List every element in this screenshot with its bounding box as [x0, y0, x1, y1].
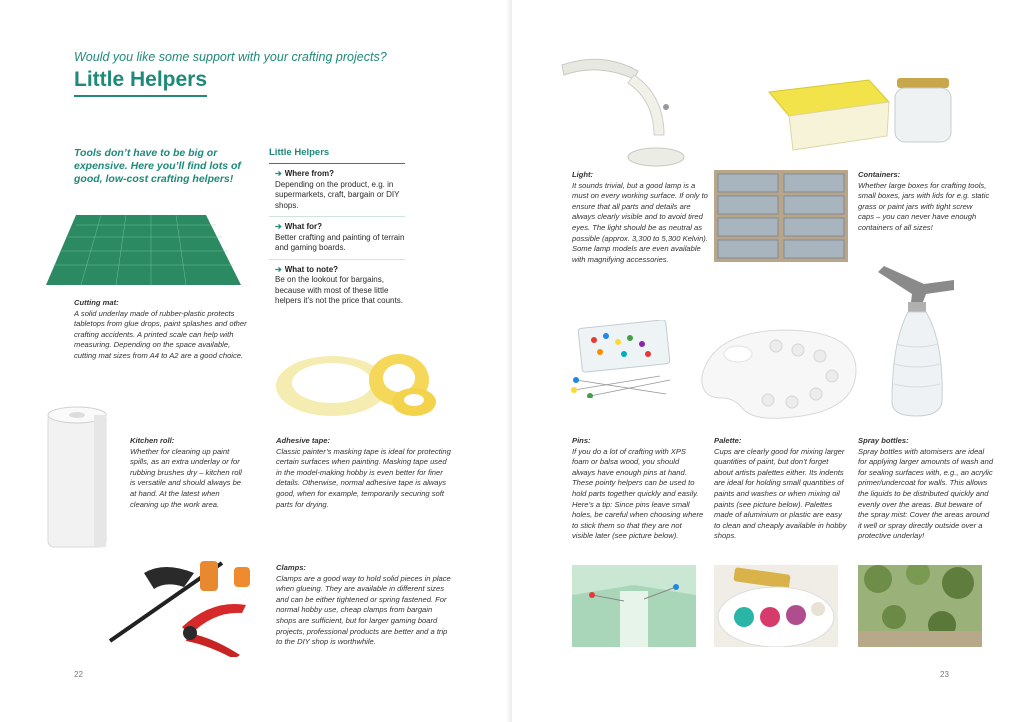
pins-caption: [572, 436, 704, 542]
lamp-image: [558, 55, 688, 170]
caption-text: Whether for cleaning up paint spills, as an extra underlay or for rubbing brushes dry – kitchen roll is versatile and should always be at hand. At the latest when cleaning up the work area.: [130, 446, 242, 509]
arrow-right-icon: ➔: [275, 222, 282, 231]
palette-caption: [714, 436, 848, 542]
caption-heading: Pins:: [572, 436, 591, 445]
info-question: What for?: [284, 222, 323, 231]
palette-image: [692, 326, 860, 420]
caption-heading: Spray bottles:: [858, 436, 909, 445]
caption-text: If you do a lot of crafting with XPS foam or balsa wood, you should always have enough pins at hand. These pointy helpers can be used to hold parts together quickly and easily. Here’s a tip: Since pins leave small holes, be careful when choosing where to stick them so that they are not visible later (see picture below).: [572, 446, 704, 541]
palette-example-photo: [714, 565, 838, 647]
page-subtitle: Would you like some support with your crafting projects?: [74, 50, 387, 64]
info-box-item: [269, 164, 405, 217]
spray-example-photo: [858, 565, 982, 647]
pins-image: [570, 320, 676, 398]
caption-heading: Palette:: [714, 436, 742, 445]
clamps-caption: [276, 563, 452, 648]
caption-text: Spray bottles with atomisers are ideal for applying larger amounts of wash and for sealing surfaces with, e.g., an acrylic primer/undercoat for walls. This allows the liquids to be distributed quickly and evenly over the areas. But beware of the spray mist: Cover the areas around it well or spray directly outside over a protective underlay!: [858, 446, 994, 541]
containers-caption: [858, 170, 990, 234]
info-answer: Better crafting and painting of terrain and gaming boards.: [275, 232, 405, 252]
pins-example-photo: [572, 565, 696, 647]
caption-heading: Containers:: [858, 170, 901, 179]
adhesive-tape-caption: [276, 436, 452, 510]
spray-bottles-caption: [858, 436, 994, 542]
info-answer: Be on the lookout for bargains, because with most of these little helpers it’s not the price that counts.: [275, 275, 403, 305]
caption-heading: Light:: [572, 170, 594, 179]
kitchen-roll-image: [44, 405, 110, 553]
info-answer: Depending on the product, e.g. in supermarkets, craft, bargain or DIY shops.: [275, 179, 400, 210]
adhesive-tape-image: [274, 350, 440, 422]
cutting-mat-image: [46, 215, 241, 285]
clamps-image: [104, 553, 260, 657]
cutting-mat-caption: [74, 298, 252, 362]
info-box-item: [269, 260, 405, 312]
info-question: Where from?: [284, 169, 335, 178]
kitchen-roll-caption: [130, 436, 245, 510]
arrow-right-icon: ➔: [275, 264, 282, 274]
intro-text: Tools don’t have to be big or expensive. Here you’ll find lots of good, low-cost crafting helpers!: [74, 147, 241, 185]
page-number: 23: [940, 670, 949, 679]
page-title: Little Helpers: [74, 68, 207, 97]
light-caption: [572, 170, 708, 265]
caption-text: A solid underlay made of rubber-plastic protects tabletops from glue drops, paint splashes and other crafting accidents. A printed scale can help with measuring. Depending on the space available, cutting mat sizes from A4 to A2 are a good choice.: [74, 308, 247, 360]
caption-text: Clamps are a good way to hold solid pieces in place when glueing. They are available in different sizes and can be either tightened or spring fastened. For normal hobby use, cheap clamps from bargain shops are sufficient, but for larger gaming board projects, professional products are better and a trip to the DIY shop is worthwhile.: [276, 573, 451, 647]
caption-heading: Adhesive tape:: [276, 436, 331, 445]
caption-text: Classic painter’s masking tape is ideal for protecting certain surfaces when painting. Masking tape used in the model-making hobby is even better for finer details. Otherwise, normal adhesive tape is always good, when for example, temporarily securing soft parts for drying.: [276, 446, 451, 509]
caption-heading: Kitchen roll:: [130, 436, 175, 445]
caption-text: It sounds trivial, but a good lamp is a must on every working surface. If only to ensure that all parts and details are always clearly visible and to avoid tired eyes. The light should be as neutral as possible (approx. 3,300 to 5,300 Kelvin). Some lamp models are even available with magnifying accessories.: [572, 180, 708, 264]
storage-cabinet-image: [714, 170, 848, 262]
containers-image: [765, 70, 983, 152]
spray-bottle-image: [874, 264, 960, 420]
info-box-heading: Little Helpers: [269, 147, 405, 164]
caption-text: Cups are clearly good for mixing larger quantities of paint, but don’t forget about artists palettes either. Its indents are ideal for holding small quantities of paints and washes or when mixing oil paints (see picture below). Palettes made of aluminium or plastic are easy to clean and cheaply available in hobby shops.: [714, 446, 847, 541]
info-box: [269, 147, 405, 312]
info-question: What to note?: [284, 264, 339, 274]
right-page: [512, 0, 1024, 722]
info-box-item: [269, 217, 405, 260]
page-number: 22: [74, 670, 83, 679]
caption-heading: Clamps:: [276, 563, 306, 572]
caption-heading: Cutting mat:: [74, 298, 119, 307]
caption-text: Whether large boxes for crafting tools, small boxes, jars with lids for e.g. static grass or paint jars with tight screw caps – you can never have enough containers of all sizes!: [858, 180, 990, 232]
arrow-right-icon: ➔: [275, 169, 282, 178]
